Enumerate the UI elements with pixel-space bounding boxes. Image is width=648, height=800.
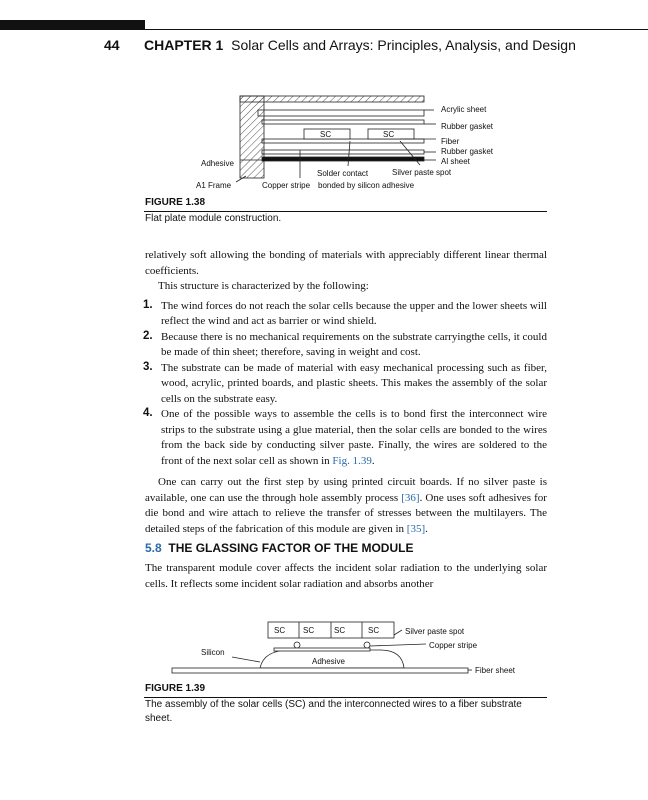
leader-copper xyxy=(370,644,426,646)
label-rubber2: Rubber gasket xyxy=(441,147,494,156)
leader-silicon xyxy=(232,657,260,662)
list-text-end: . xyxy=(371,454,375,467)
paragraph-4: The transparent module cover affects the incident solar radiation to the underlying solar cells. It reflects some incident solar radiation and absorbs another xyxy=(145,562,547,590)
fiber-sheet xyxy=(172,668,468,673)
label-sc1: SC xyxy=(320,130,332,139)
paragraph-1: relatively soft allowing the bonding of materials with appreciably different linear thermal coefficients. xyxy=(145,249,547,277)
label-sc1: SC xyxy=(274,626,286,635)
label-adhesive: Adhesive xyxy=(312,657,345,666)
label-sc2: SC xyxy=(303,626,315,635)
figure-1-38-label: FIGURE 1.38 xyxy=(145,197,206,208)
paragraph-3-part-c: . xyxy=(425,522,428,535)
label-solder: Solder contact xyxy=(317,169,369,178)
label-silver: Silver paste spot xyxy=(405,627,465,636)
label-acrylic: Acrylic sheet xyxy=(441,105,487,114)
reference-36-link[interactable]: [36] xyxy=(401,491,420,504)
figure-1-39-link[interactable]: Fig. 1.39 xyxy=(332,454,372,467)
label-rubber1: Rubber gasket xyxy=(441,122,494,131)
label-copper1: Copper stripe xyxy=(262,181,311,190)
figure-1-38-caption: Flat plate module construction. xyxy=(145,213,282,224)
list-text: One of the possible ways to assemble the cells is to bond first the interconnect wire strips to the substrate using a glue material, then the solar cells are bonded to the wires from the back side by conducting silver paste. Finally, the wires are soldered to the front of the next solar cell as shown in xyxy=(161,408,547,467)
figure-1-39-caption: The assembly of the solar cells (SC) and the interconnected wires to a fiber substrate sheet. xyxy=(145,699,522,724)
label-sc4: SC xyxy=(368,626,380,635)
list-number: 4. xyxy=(143,407,153,419)
reference-35-link[interactable]: [35] xyxy=(406,522,426,535)
label-al: Al sheet xyxy=(441,157,470,166)
list-text: The substrate can be made of material with easy mechanical processing such as fiber, wood, acrylic, printed boards, and plastic sheets. This makes the assembly of the solar cells on the substrate easy. xyxy=(161,361,547,405)
figure-1-39-label: FIGURE 1.39 xyxy=(145,683,206,694)
section-number: 5.8 xyxy=(145,541,162,555)
page-number: 44 xyxy=(104,37,120,53)
list-text: Because there is no mechanical requirements on the substrate carryingthe cells, it could be made of thin sheet; therefore, saving in weight and cost. xyxy=(161,330,547,358)
paragraph-3-part-b: . One uses soft adhesives for die bond and wire attach to relieve the transfer of stresses between the multilayers. The detailed steps of the fabrication of this module are given in xyxy=(145,491,547,535)
label-fiber: Fiber sheet xyxy=(475,666,516,675)
label-sc2: SC xyxy=(383,130,395,139)
paragraph-3-part-a: One can carry out the first step by using printed circuit boards. If no silver paste is available, one can use the through hole assembly process xyxy=(145,476,547,504)
list-number: 1. xyxy=(143,298,153,311)
label-silver: Silver paste spot xyxy=(392,168,452,177)
label-copper: Copper stripe xyxy=(429,641,478,650)
list-text: The wind forces do not reach the solar cells because the upper and the lower sheets will reflect the wind and act as barrier or wind shield. xyxy=(161,299,547,327)
section-title: THE GLASSING FACTOR OF THE MODULE xyxy=(168,541,414,555)
chapter-label: CHAPTER 1 xyxy=(144,37,224,53)
label-fiber: Fiber xyxy=(441,137,460,146)
copper-stripe-left xyxy=(274,648,370,651)
label-adhesive: Adhesive xyxy=(201,159,234,168)
label-frame: A1 Frame xyxy=(196,181,232,190)
silver-spot-1 xyxy=(294,642,300,648)
label-copper2: bonded by silicon adhesive xyxy=(318,181,415,190)
paragraph-2: This structure is characterized by the following: xyxy=(158,280,369,292)
chapter-title: Solar Cells and Arrays: Principles, Analysis, and Design xyxy=(231,37,576,53)
label-sc3: SC xyxy=(334,626,346,635)
label-silicon: Silicon xyxy=(201,648,225,657)
silver-spot-2 xyxy=(364,642,370,648)
list-number: 3. xyxy=(143,360,153,373)
leader-silver xyxy=(394,630,402,635)
list-number: 2. xyxy=(143,329,153,342)
